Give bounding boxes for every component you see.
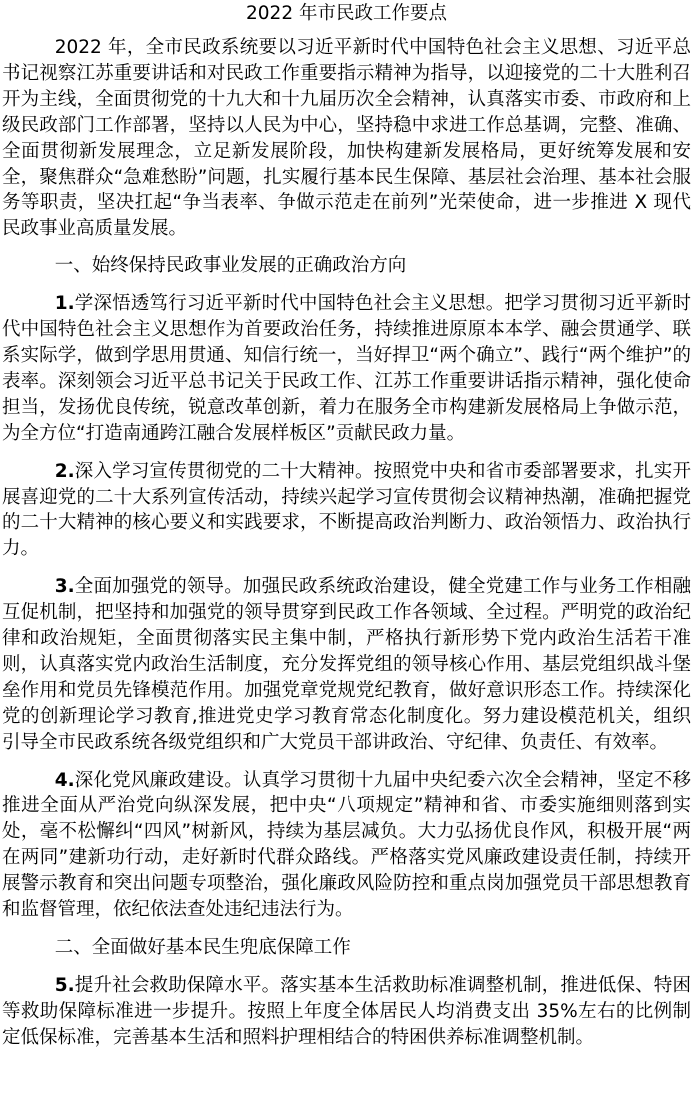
item-paragraph-5 <box>2 973 691 1051</box>
item-number: 1. <box>54 293 75 315</box>
item-text: 提升社会救助保障水平。落实基本生活救助标准调整机制，推进低保、特困等救助保障标准进一步提升。按照上年度全体居民人均消费支出 35%左右的比例制定低保标准，完善基本生活和照料护理相结合的特困供养标准调整机制。 <box>2 974 691 1048</box>
item-paragraph-2 <box>2 459 691 563</box>
item-paragraph-4 <box>2 768 691 923</box>
item-number: 2. <box>54 460 75 482</box>
section-heading-2: 二、全面做好基本民生兜底保障工作 <box>54 937 351 958</box>
item-paragraph-3 <box>2 574 691 755</box>
item-text: 全面加强党的领导。加强民政系统政治建设，健全党建工作与业务工作相融互促机制，把坚持和加强党的领导贯穿到民政工作各领域、全过程。严明党的政治纪律和政治规矩，全面贯彻落实民主集中制，严格执行新形势下党内政治生活若干准则，认真落实党内政治生活制度，充分发挥党组的领导核心作用、基层党组织战斗堡垒作用和党员先锋模范作用。加强党章党规党纪教育，做好意识形态工作。持续深化党的创新理论学习教育,推进党史学习教育常态化制度化。努力建设模范机关，组织引导全市民政系统各级党组织和广大党员干部讲政治、守纪律、负责任、有效率。 <box>2 576 691 753</box>
item-number: 5. <box>54 974 75 996</box>
item-number: 3. <box>54 576 75 598</box>
document-title: 2022 年市民政工作要点 <box>246 3 447 24</box>
intro-paragraph: 2022 年，全市民政系统要以习近平新时代中国特色社会主义思想、习近平总书记视察江苏重要讲话和对民政工作重要指示精神为指导，以迎接党的二十大胜利召开为主线，全面贯彻党的十九大和十九届历次全会精神，认真落实市委、市政府和上级民政部门工作部署，坚持以人民为中心，坚持稳中求进工作总基调，完整、准确、全面贯彻新发展理念，立足新发展阶段，加快构建新发展格局，更好统筹发展和安全，聚焦群众“急难愁盼”问题，扎实履行基本民生保障、基层社会治理、基本社会服务等职责，坚决扛起“争当表率、争做示范走在前列”光荣使命，进一步推进 X 现代民政事业高质量发展。 <box>2 37 691 240</box>
item-paragraph-1 <box>2 291 691 446</box>
item-text: 学深悟透笃行习近平新时代中国特色社会主义思想。把学习贯彻习近平新时代中国特色社会主义思想作为首要政治任务，持续推进原原本本学、融会贯通学、联系实际学，做到学思用贯通、知信行统一，当好捍卫“两个确立”、践行“两个维护”的表率。深刻领会习近平总书记关于民政工作、江苏工作重要讲话指示精神，强化使命担当，发扬优良传统，锐意改革创新，着力在服务全市构建新发展格局上争做示范，为全方位“打造南通跨江融合发展样板区”贡献民政力量。 <box>2 293 691 444</box>
item-text: 深化党风廉政建设。认真学习贯彻十九届中央纪委六次全会精神，坚定不移推进全面从严治党向纵深发展，把中央“八项规定”精神和省、市委实施细则落到实处，毫不松懈纠“四风”树新风，持续为基层减负。大力弘扬优良作风，积极开展“两在两同”建新功行动，走好新时代群众路线。严格落实党风廉政建设责任制，持续开展警示教育和突出问题专项整治，强化廉政风险防控和重点岗加强党员干部思想教育和监督管理，依纪依法查处违纪违法行为。 <box>2 769 691 921</box>
item-number: 4. <box>54 769 75 791</box>
item-text: 深入学习宣传贯彻党的二十大精神。按照党中央和省市委部署要求，扎实开展喜迎党的二十大系列宣传活动，持续兴起学习宣传贯彻会议精神热潮，准确把握党的二十大精神的核心要义和实践要求，不断提高政治判断力、政治领悟力、政治执行力。 <box>2 460 691 560</box>
section-heading-1: 一、始终保持民政事业发展的正确政治方向 <box>54 255 407 277</box>
